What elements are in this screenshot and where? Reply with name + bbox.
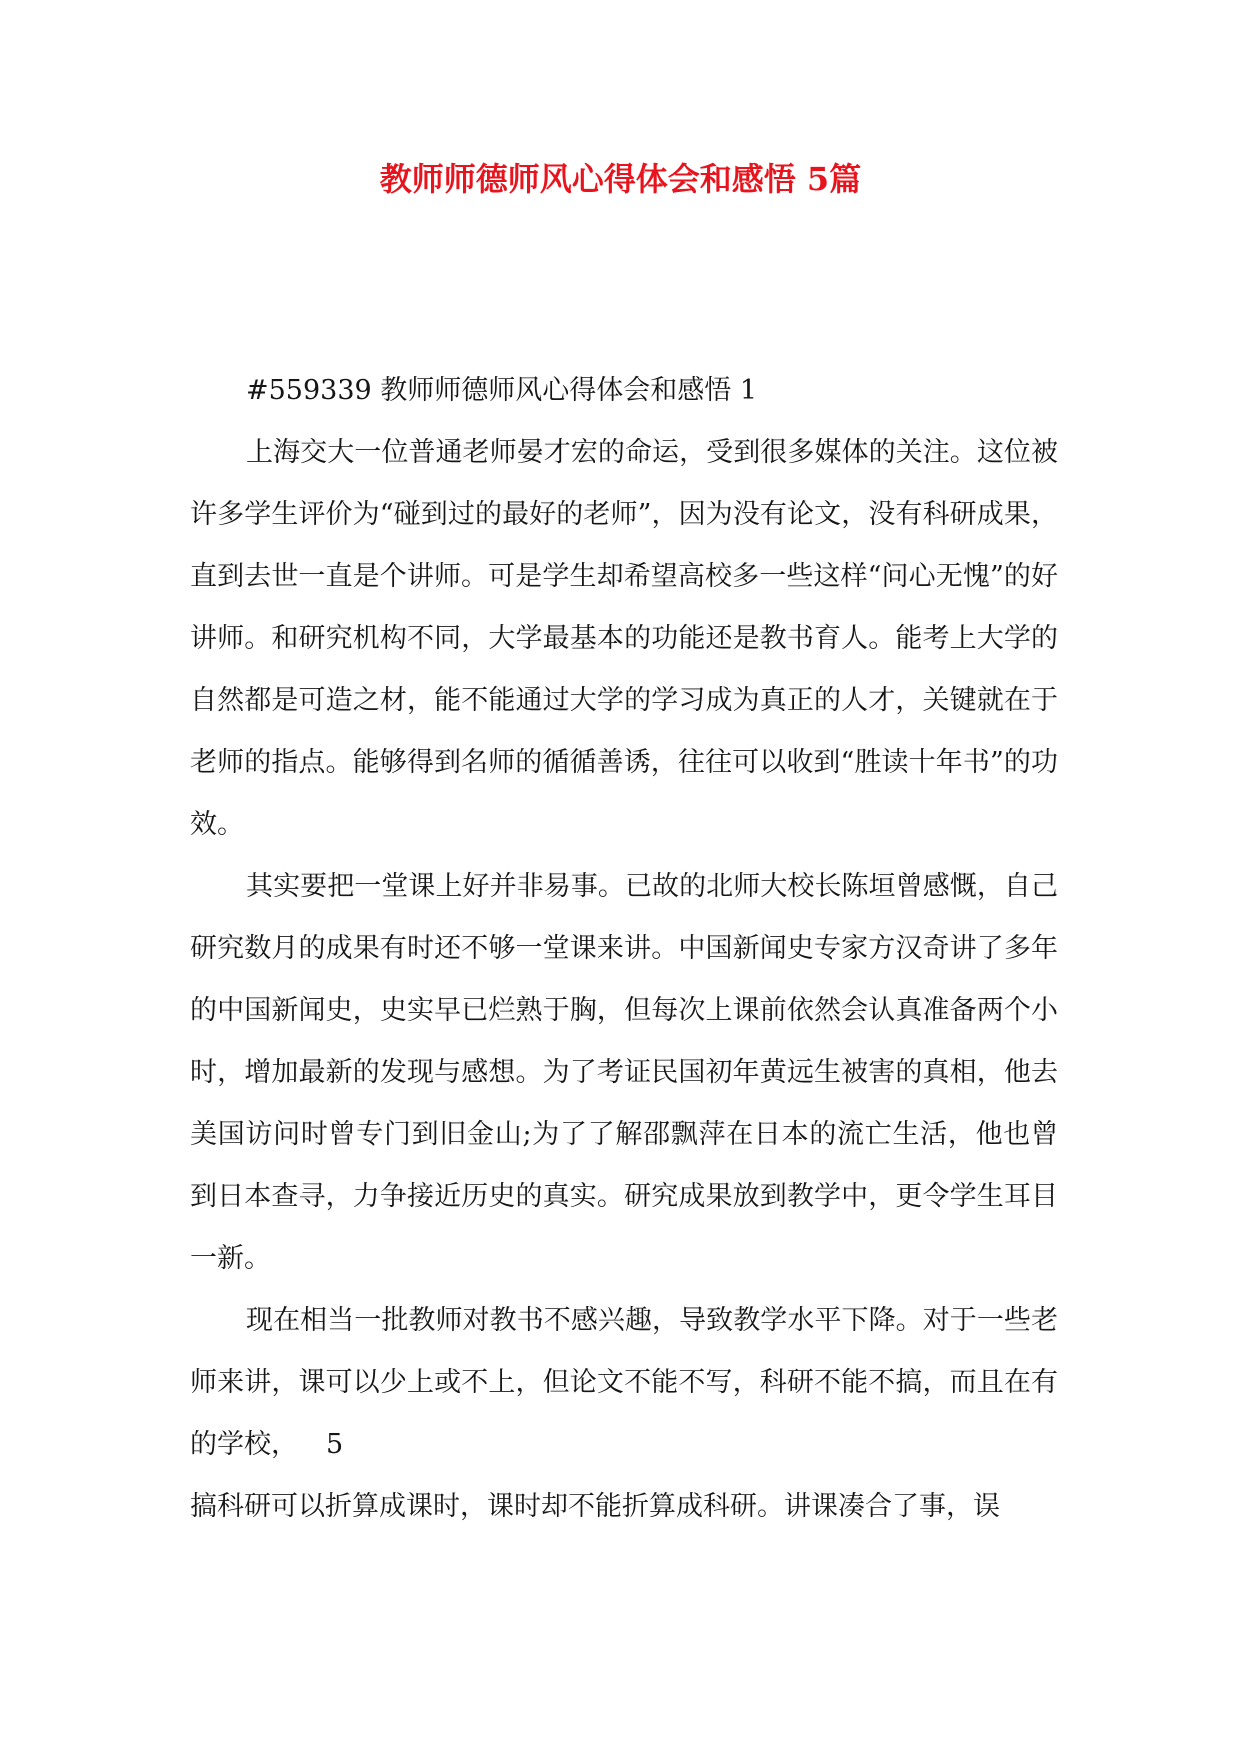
document-title: 教师师德师风心得体会和感悟 5篇 [379,160,862,198]
document-body [190,360,1058,1538]
paragraph-continuation: 搞科研可以折算成课时，课时却不能折算成科研。讲课凑合了事，误 [190,1491,1000,1522]
paragraph-3-text: 现在相当一批教师对教书不感兴趣，导致教学水平下降。对于一些老师来讲，课可以少上或不上，但论文不能不写，科研不能不搞，而且在有的学校， [190,1305,1058,1460]
paragraph-2: 其实要把一堂课上好并非易事。已故的北师大校长陈垣曾感慨，自己研究数月的成果有时还不够一堂课来讲。中国新闻史专家方汉奇讲了多年的中国新闻史，史实早已烂熟于胸，但每次上课前依然会认真准备两个小时，增加最新的发现与感想。为了考证民国初年黄远生被害的真相，他去美国访问时曾专门到旧金山;为了了解邵飘萍在日本的流亡生活，他也曾到日本查寻，力争接近历史的真实。研究成果放到教学中，更令学生耳目一新。 [190,871,1058,1274]
section-heading: #559339 教师师德师风心得体会和感悟 1 [246,375,758,406]
paragraph-1: 上海交大一位普通老师晏才宏的命运，受到很多媒体的关注。这位被许多学生评价为“碰到过的最好的老师”，因为没有论文，没有科研成果，直到去世一直是个讲师。可是学生却希望高校多一些这样“问心无愧”的好讲师。和研究机构不同，大学最基本的功能还是教书育人。能考上大学的自然都是可造之材，能不能通过大学的学习成为真正的人才，关键就在于老师的指点。能够得到名师的循循善诱，往往可以收到“胜读十年书”的功效。 [190,437,1058,840]
paragraph-3 [190,1290,1058,1476]
page-number: 5 [326,1429,344,1460]
